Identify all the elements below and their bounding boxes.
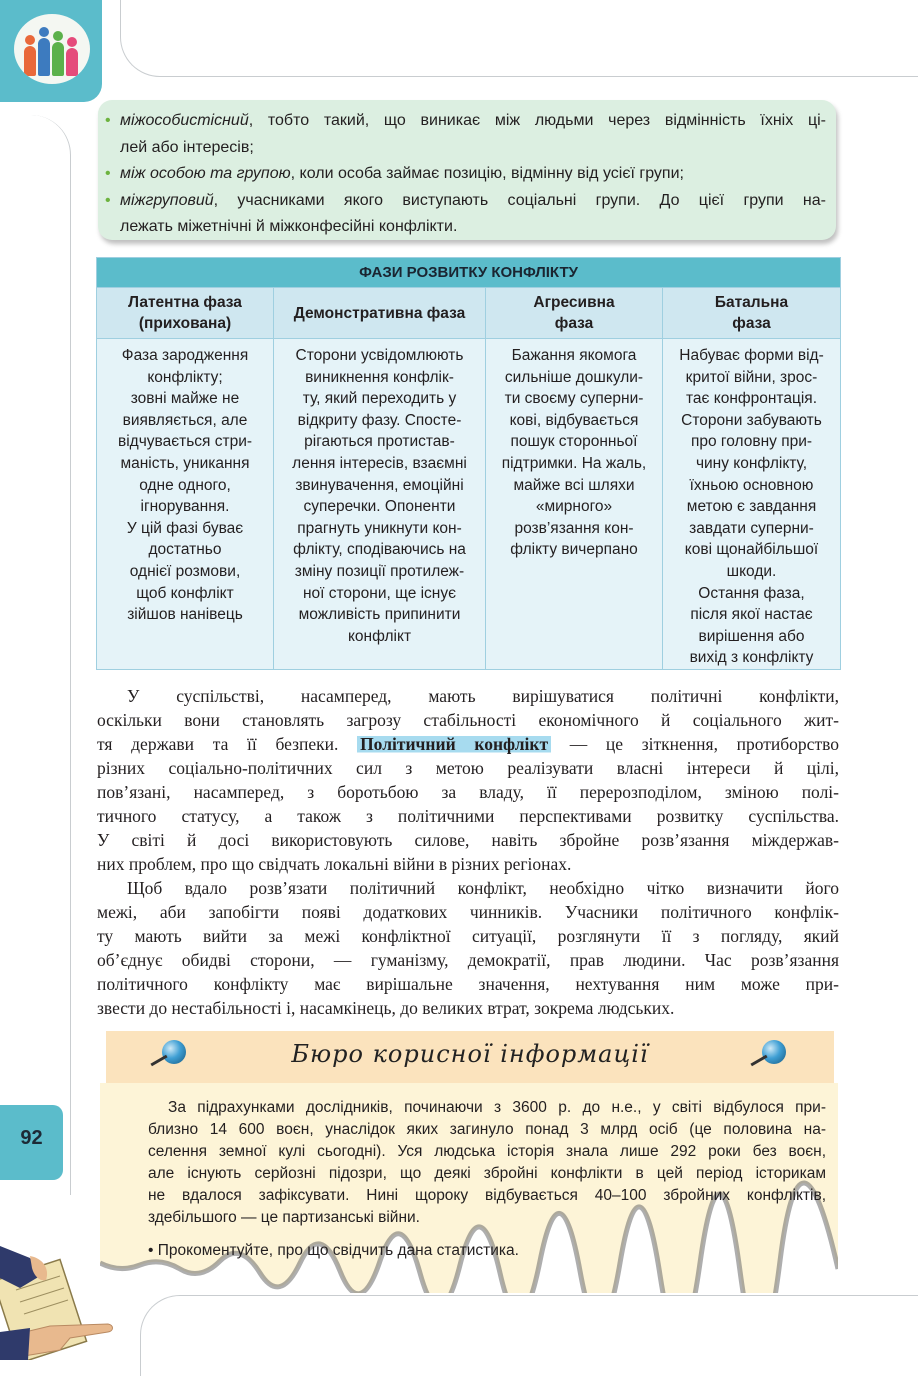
term: міжгруповий — [120, 191, 214, 209]
conflict-phases-table — [96, 257, 841, 670]
column-header: Батальна фаза — [663, 288, 841, 339]
table-cell: Набуває форми від- критої війни, зрос- тає конфронтація. Сторони забувають про головну при- чину конфлікту, їхньою основною метою є завдання завдати суперни- кові щонайбільшої шкоди. Остання фаза, після якої настає вирішення або вихід з конфлікту — [663, 339, 841, 670]
page-frame-bottom — [140, 1295, 918, 1376]
table-cell: Фаза зародження конфлікту; зовні майже не виявляється, але відчувається стри- маність, уникання одне одного, ігнорування. У цій фазі буває достатньо однієї розмови, щоб конфлікт зійшов нанівець — [97, 339, 274, 670]
question-text: • Прокоментуйте, про що свідчить дана статистика. — [148, 1242, 519, 1259]
conflict-types-list — [98, 100, 836, 241]
bullet-icon: • — [105, 165, 111, 182]
info-box-header — [106, 1031, 834, 1083]
info-text — [148, 1097, 826, 1229]
text-line: звести до нестабільності і, насамкінець, до великих втрат, зокрема людських. — [97, 998, 675, 1018]
text-line: ту мають вийти за межі конфліктної ситуації, розглянути її з погляду, який — [97, 926, 839, 946]
page-number: 92 — [20, 1127, 43, 1149]
table-cell: Бажання якомога сильніше дошкули- ти своєму суперни- кові, відбувається пошук сторонньої підтримки. На жаль, майже всі шляхи «мирного» розв’язання кон- флікту вичерпано — [486, 339, 663, 670]
item-text: лей або інтересів; — [120, 138, 254, 156]
item-text: , коли особа займає позицію, відмінну від усієї групи; — [290, 165, 684, 182]
text-line: об’єднує обидві сторони, — гуманізму, демократії, прав людини. Час розв’язання — [97, 950, 839, 970]
text-line: але існують серйозні підозри, що деякі збройні конфлікти в цей період історикам — [148, 1165, 826, 1182]
item-text: лежать міжетнічні й міжконфесійні конфлікти. — [120, 218, 458, 235]
highlighted-term: Політичний конфлікт — [357, 734, 551, 754]
bullet-icon: • — [105, 191, 111, 209]
term: між особою та групою — [120, 165, 291, 182]
main-text — [97, 684, 839, 1020]
text-line: селення земної кулі сьогодні). Уся людська історія знала лише 292 роки без воєн, — [148, 1143, 826, 1160]
column-header: Латентна фаза (прихована) — [97, 288, 274, 339]
column-header: Агресивна фаза — [486, 288, 663, 339]
chapter-tab — [0, 0, 102, 102]
item-text: , тобто такий, що виникає між людьми через відмінність їхніх ці- — [248, 112, 826, 129]
text-line: здебільшого — це партизанські війни. — [148, 1209, 420, 1226]
item-text: , учасниками якого виступають соціальні групи. До цієї групи на- — [213, 191, 826, 209]
text-line: не вдалося зафіксувати. Нині щороку відбувається 40–100 збройних конфліктів, — [148, 1187, 826, 1204]
list-item — [105, 188, 826, 241]
text-line: У світі й досі використовують силове, навіть збройне розв’язання міждержав- — [97, 830, 839, 850]
text-line: У суспільстві, насамперед, мають вирішуватися політичні конфлікти, — [127, 686, 839, 706]
info-box — [100, 1083, 838, 1293]
text-line: політичного конфлікту має вирішальне значення, нехтування ним може при- — [97, 974, 839, 994]
text-line: різних соціально-політичних сил з метою реалізувати власні інтереси й цілі, — [97, 758, 839, 778]
page-number-tab — [0, 1105, 63, 1180]
conflict-types-box — [98, 100, 836, 240]
table-caption: ФАЗИ РОЗВИТКУ КОНФЛІКТУ — [97, 258, 841, 288]
text-line: близно 14 600 воєн, унаслідок яких загинуло понад 3 млрд осіб (це половина на- — [148, 1121, 826, 1138]
text-line: Щоб вдало розв’язати політичний конфлікт, необхідно чітко визначити його — [127, 878, 839, 898]
text-line: межі, аби запобігти появі додаткових чинників. Учасники політичного конфлік- — [97, 902, 839, 922]
bullet-icon: • — [105, 112, 111, 129]
term: міжособистісний — [120, 112, 249, 129]
text-line: тичного статусу, а також з політичними перспективами розвитку суспільства. — [97, 806, 839, 826]
info-box-title: Бюро корисної інформації — [291, 1040, 649, 1068]
text-line: За підрахунками дослідників, починаючи з 3600 р. до н.е., у світі відбулося при- — [168, 1099, 826, 1116]
column-header: Демонстративна фаза — [274, 288, 486, 339]
text-line: пов’язані, насамперед, з боротьбою за владу, її перерозподілом, зміною полі- — [97, 782, 839, 802]
page-frame-top — [120, 0, 918, 77]
text-line: них проблем, про що свідчать локальні війни в різних регіонах. — [97, 854, 572, 874]
page-frame-left — [0, 115, 71, 1195]
table-cell: Сторони усвідомлюють виникнення конфлік- ту, який переходить у відкриту фазу. Спосте- рігаються протистав- лення інтересів, взаємні звинувачення, емоційні суперечки. Опоненти прагнуть уникнути кон- флікту, сподіваючись на зміну позиції протилеж- ної сторони, ще існує можливість припинити конфлікт — [274, 339, 486, 670]
pushpin-icon — [762, 1040, 786, 1064]
text-line: оскільки вони становлять загрозу стабільності економічного й соціального жит- — [97, 710, 839, 730]
list-item — [105, 161, 826, 188]
list-item — [105, 108, 826, 161]
text-line: тя держави та її безпеки. Політичний конфлікт — це зіткнення, протиборство — [97, 734, 839, 754]
people-logo-icon — [14, 14, 90, 84]
